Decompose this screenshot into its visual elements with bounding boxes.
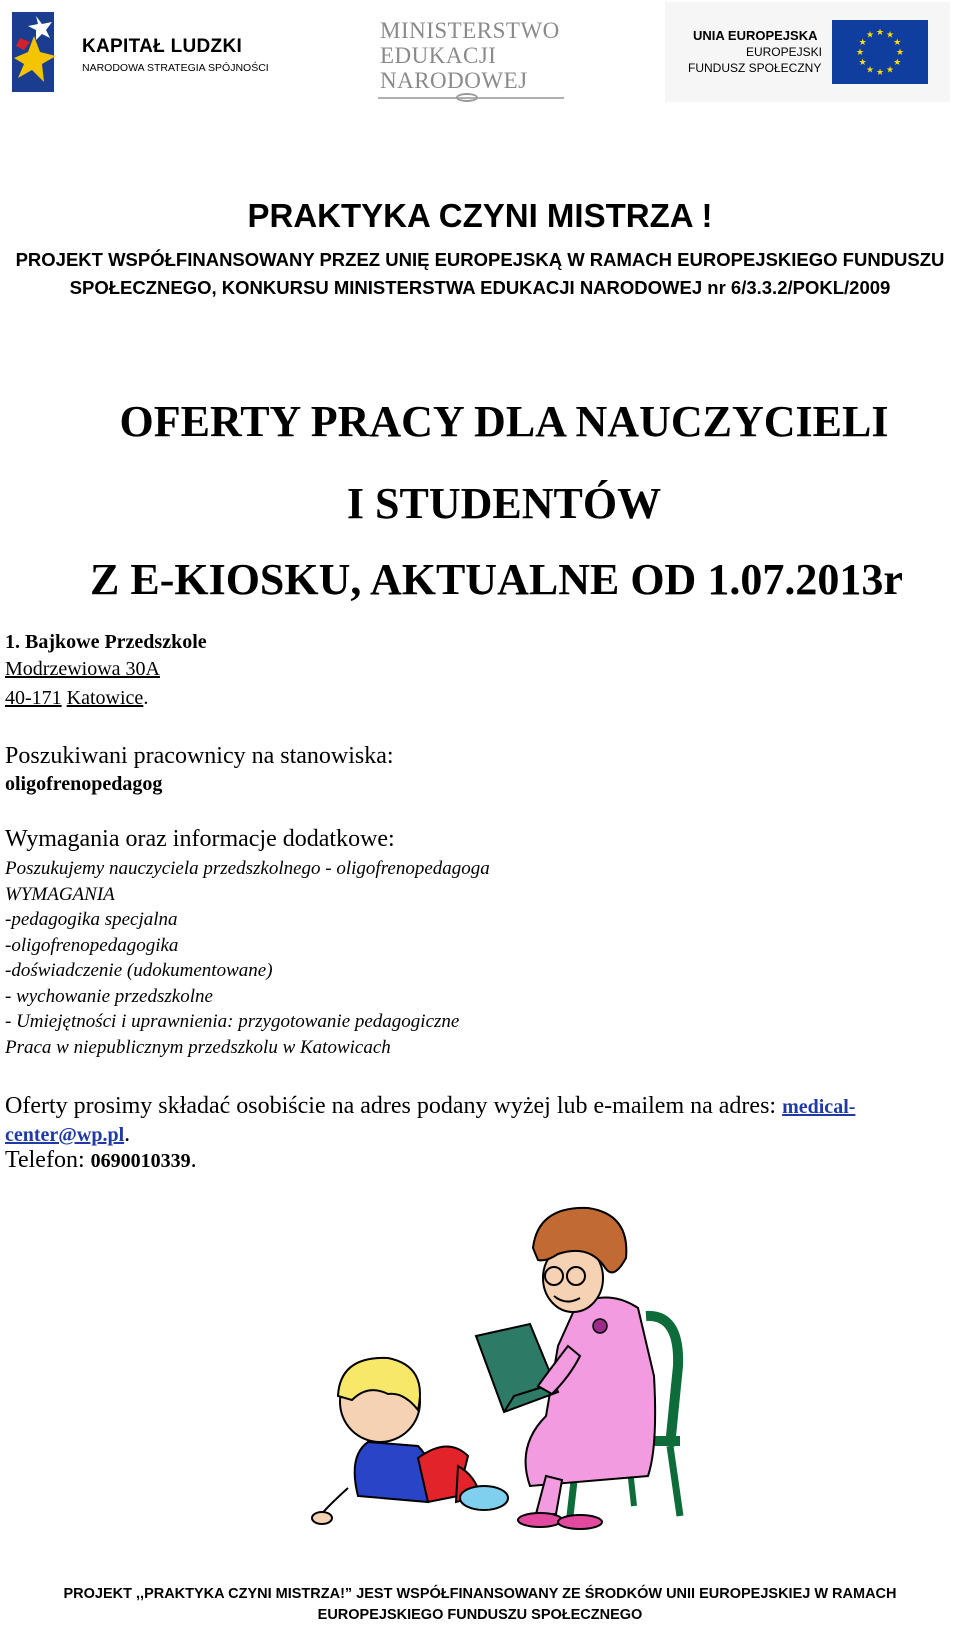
footer-line-1: PROJEKT ,,PRAKTYKA CZYNI MISTRZA!” JEST WSPÓŁFINANSOWANY ZE ŚRODKÓW UNII EUROPEJSKIEJ W RAMACH: [63, 1586, 897, 1602]
position-value: oligofrenopedagog: [5, 773, 163, 795]
ministry-line-2: EDUKACJI: [380, 43, 497, 68]
requirement-line: WYMAGANIA: [5, 883, 115, 905]
ministry-line-1: MINISTERSTWO: [380, 18, 560, 43]
phone-line: [5, 1147, 197, 1174]
project-description: [0, 246, 960, 302]
eu-star-icon: ★: [875, 67, 885, 77]
employer-city-suffix: .: [143, 687, 149, 709]
phone-suffix: .: [190, 1147, 197, 1173]
contact-text: Oferty prosimy składać osobiście na adres podany wyżej lub e-mailem na adres:: [5, 1093, 783, 1119]
phone-label: Telefon:: [5, 1147, 91, 1173]
ministry-knot-icon: [456, 93, 478, 102]
requirement-line: -pedagogika specjalna: [5, 909, 178, 930]
eu-logo-line-3: FUNDUSZ SPOŁECZNY: [688, 61, 822, 75]
eu-star-icon: ★: [895, 47, 905, 57]
offers-title-line-3: Z E-KIOSKU, AKTUALNE OD 1.07.2013r: [90, 555, 903, 604]
project-description-line-1: PROJEKT WSPÓŁFINANSOWANY PRZEZ UNIĘ EUROPEJSKĄ W RAMACH EUROPEJSKIEGO FUNDUSZU: [15, 249, 945, 270]
eu-star-icon: ★: [865, 64, 875, 75]
requirement-line: Poszukujemy nauczyciela przedszkolnego - oligofrenopedagoga: [5, 858, 490, 879]
requirement-line: - Umiejętności i uprawnienia: przygotowanie pedagogiczne: [5, 1011, 460, 1032]
eu-star-icon: ★: [885, 64, 895, 75]
eu-logo-title: UNIA EUROPEJSKA: [693, 28, 818, 43]
eu-star-icon: ★: [865, 29, 875, 40]
eu-stars-icon: [832, 20, 928, 84]
employer-street-link[interactable]: Modrzewiowa 30A: [5, 658, 160, 680]
requirement-line: - wychowanie przedszkolne: [5, 985, 213, 1007]
employer-city-line: [5, 687, 148, 710]
eu-flag-icon: [832, 20, 928, 84]
requirement-line: -doświadczenie (udokumentowane): [5, 960, 273, 981]
phone-number: 0690010339: [90, 1150, 191, 1172]
teacher-reading-illustration: [308, 1196, 700, 1546]
eu-star-icon: ★: [855, 47, 865, 57]
eu-star-icon: ★: [875, 27, 885, 37]
eu-star-icon: ★: [893, 57, 902, 67]
positions-label: Poszukiwani pracownicy na stanowiska:: [5, 743, 394, 769]
footer-text: [0, 1584, 960, 1626]
teacher-reading-to-child-image: [308, 1196, 700, 1546]
offers-title-line-2: I STUDENTÓW: [346, 479, 662, 528]
requirements-label: Wymagania oraz informacje dodatkowe:: [5, 826, 395, 852]
contact-paragraph: [5, 1093, 945, 1149]
requirement-line: Praca w niepublicznym przedszkolu w Katowicach: [5, 1036, 391, 1058]
project-description-line-2: SPOŁECZNEGO, KONKURSU MINISTERSTWA EDUKACJI NARODOWEJ nr 6/3.3.2/POKL/2009: [69, 277, 891, 298]
offers-title-line-1: OFERTY PRACY DLA NAUCZYCIELI: [119, 397, 889, 446]
requirement-line: -oligofrenopedagogika: [5, 934, 179, 956]
contact-email-link[interactable]: medical-center@wp.pl: [5, 1096, 856, 1146]
kapital-ludzki-star-icon: [8, 8, 78, 94]
employer-postal-code-link[interactable]: 40-171: [5, 687, 62, 709]
project-title: PRAKTYKA CZYNI MISTRZA !: [247, 197, 713, 234]
requirements-list: [5, 856, 490, 1060]
kapital-ludzki-title: KAPITAŁ LUDZKI: [82, 36, 243, 57]
contact-email-suffix: .: [124, 1121, 131, 1147]
eu-star-icon: ★: [858, 37, 867, 47]
kapital-ludzki-subtitle: NARODOWA STRATEGIA SPÓJNOŚCI: [82, 62, 269, 74]
ministry-logo-text: [380, 18, 560, 93]
eu-star-icon: ★: [893, 37, 902, 47]
footer-line-2: EUROPEJSKIEGO FUNDUSZU SPOŁECZNEGO: [317, 1607, 643, 1623]
eu-star-icon: ★: [885, 29, 895, 40]
employer-city-link[interactable]: Katowice: [66, 687, 144, 709]
employer-name: 1. Bajkowe Przedszkole: [5, 631, 207, 653]
eu-logo-line-2: EUROPEJSKI: [745, 45, 822, 59]
eu-star-icon: ★: [858, 57, 867, 67]
ministry-line-3: NARODOWEJ: [380, 68, 528, 93]
